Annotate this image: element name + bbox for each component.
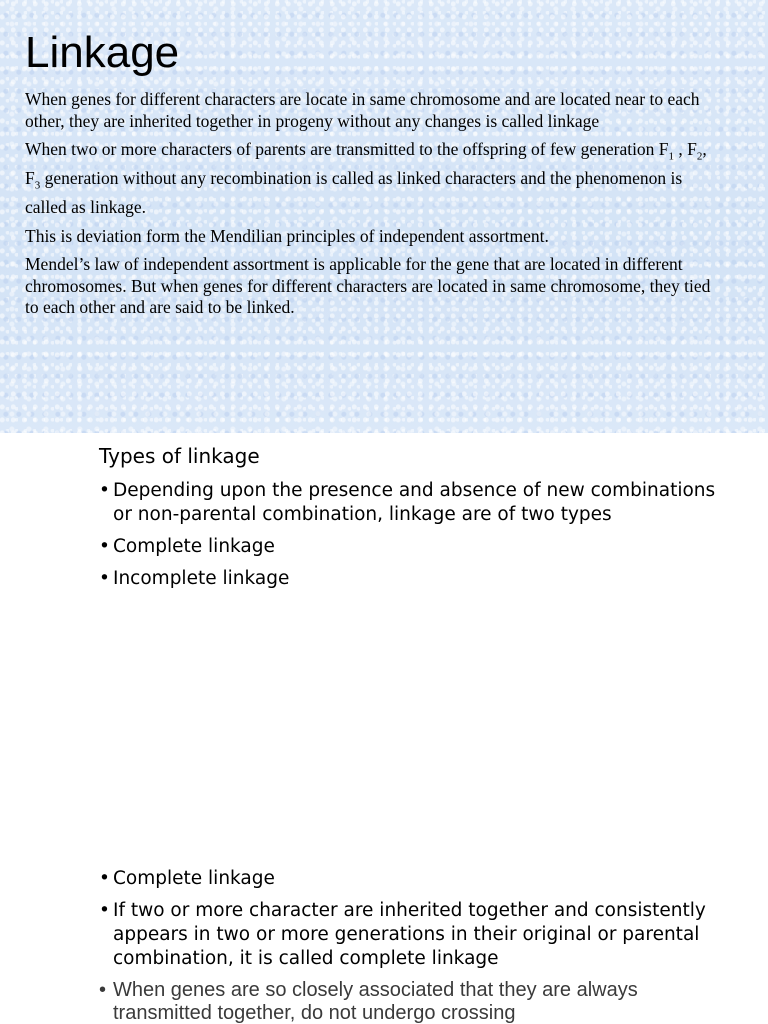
bullet-item: • When genes are so closely associated that they are always transmitted together, do not undergo crossing — [99, 979, 719, 1024]
bullet-list — [99, 479, 719, 599]
bullet-item: • Complete linkage — [99, 535, 719, 559]
paragraph-deviation: This is deviation form the Mendilian principles of independent assortment. — [25, 225, 549, 246]
subscript-2: 2 — [696, 150, 703, 163]
paragraph-transmission — [25, 139, 725, 219]
subscript-3: 3 — [34, 179, 41, 192]
slide-complete-linkage — [0, 853, 768, 1024]
paragraph-mendel-law: Mendel’s law of independent assortment is applicable for the gene that are located in different chromosomes. But when genes for different characters are located in same chromosome, they tied to each other and are said to be linked. — [25, 254, 711, 317]
paragraph-definition: When genes for different characters are locate in same chromosome and are located near to each other, they are inherited together in progeny without any changes is called linkage — [25, 89, 700, 131]
paragraph-transmission-end: generation without any recombination is called as linked characters and the phenomenon is called as linkage. — [25, 168, 683, 217]
bullet-item: • Complete linkage — [99, 867, 719, 891]
separator-1: , F — [674, 139, 697, 159]
slide-body — [25, 89, 725, 326]
bullet-list — [99, 867, 719, 1024]
slide-title: Linkage — [25, 28, 180, 77]
bullet-item: • Depending upon the presence and absence of new combinations or non-parental combination, linkage are of two types — [99, 479, 719, 527]
bullet-item: • If two or more character are inherited together and consistently appears in two or more generations in their original or parental combination, it is called complete linkage — [99, 899, 719, 971]
slide-linkage — [0, 0, 768, 433]
separator-2: , F — [25, 139, 707, 188]
bullet-item: • Incomplete linkage — [99, 567, 719, 591]
slide-heading: Types of linkage — [99, 444, 260, 468]
slide-types-of-linkage — [0, 433, 768, 853]
paragraph-transmission-start: When two or more characters of parents are transmitted to the offspring of few generation F — [25, 139, 669, 159]
subscript-1: 1 — [668, 150, 675, 163]
